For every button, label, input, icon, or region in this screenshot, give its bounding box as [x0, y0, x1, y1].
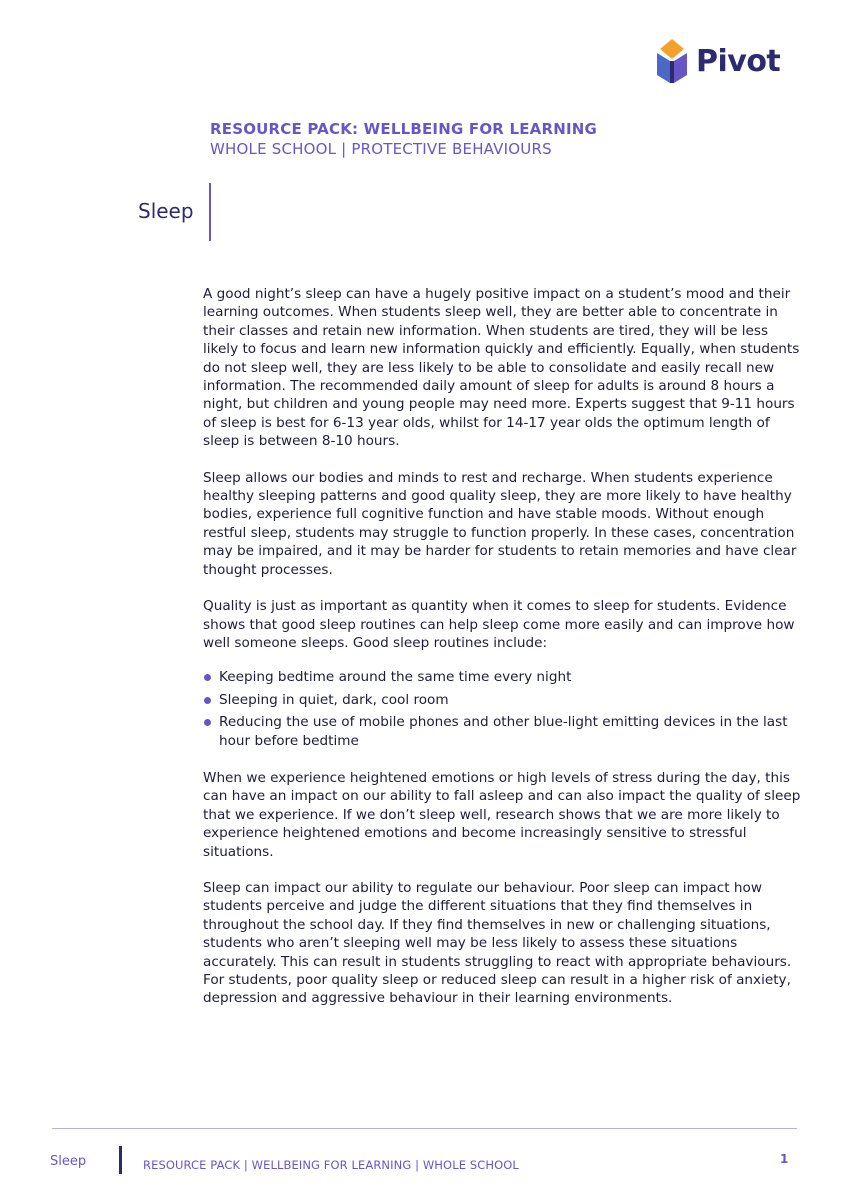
paragraph-1: A good night’s sleep can have a hugely positive impact on a student’s mood and their learning outcomes. When students sleep well, they are better able to concentrate in their classes and retain new information. When students are tired, they will be less likely to focus and learn new information quickly and efficiently. Equally, when students do not sleep well, they are less likely to be able to consolidate and easily recall new information. The recommended daily amount of sleep for adults is around 8 hours a night, but children and young people may need more. Experts suggest that 9-11 hours of sleep is best for 6-13 year olds, whilst for 14-17 year olds the optimum length of sleep is between 8-10 hours. — [203, 286, 800, 450]
logo-wordmark: Pivot — [696, 43, 781, 79]
paragraph-4: When we experience heightened emotions or high levels of stress during the day, this can have an impact on our ability to fall asleep and can also impact the quality of sleep that we experience. If we don’t sleep well, research shows that we are more likely to experience heightened emotions and become increasingly sensitive to stressful situations. — [203, 769, 801, 860]
sleep-routines-list — [203, 668, 803, 750]
body-content — [203, 285, 803, 1026]
list-item: Reducing the use of mobile phones and other blue-light emitting devices in the last hour before bedtime — [203, 713, 803, 750]
pivot-logo — [655, 36, 780, 86]
pivot-logo-icon — [655, 37, 689, 85]
header-title: RESOURCE PACK: WELLBEING FOR LEARNING — [210, 120, 598, 138]
list-item: Keeping bedtime around the same time every night — [203, 668, 803, 686]
paragraph-3: Quality is just as important as quantity when it comes to sleep for students. Evidence shows that good sleep routines can help sleep come more easily and can improve how well someone sleeps. Good sleep routines include: — [203, 598, 795, 651]
list-item: Sleeping in quiet, dark, cool room — [203, 691, 803, 709]
footer-section: Sleep — [50, 1154, 87, 1169]
footer-text: RESOURCE PACK | WELLBEING FOR LEARNING | WHOLE SCHOOL — [143, 1158, 519, 1172]
footer-rule — [119, 1146, 122, 1174]
paragraph-2: Sleep allows our bodies and minds to rest and recharge. When students experience healthy sleeping patterns and good quality sleep, they are more likely to have healthy bodies, experience full cognitive function and have stable moods. Without enough restful sleep, students may struggle to function properly. In these cases, concentration may be impaired, and it may be harder for students to retain memories and have clear thought processes. — [203, 469, 797, 578]
document-header — [210, 120, 597, 158]
paragraph-5: Sleep can impact our ability to regulate our behaviour. Poor sleep can impact how students perceive and judge the different situations that they find themselves in throughout the school day. If they find themselves in new or challenging situations, students who aren’t sleeping well may be less likely to assess these situations accurately. This can result in students struggling to react with appropriate behaviours. For students, poor quality sleep or reduced sleep can result in a higher risk of anxiety, depression and aggressive behaviour in their learning environments. — [203, 879, 792, 1007]
header-subtitle: WHOLE SCHOOL | PROTECTIVE BEHAVIOURS — [210, 140, 552, 158]
page-number: 1 — [780, 1152, 789, 1166]
footer-divider — [52, 1128, 797, 1129]
section-title: Sleep — [138, 199, 194, 223]
section-divider — [209, 183, 211, 241]
